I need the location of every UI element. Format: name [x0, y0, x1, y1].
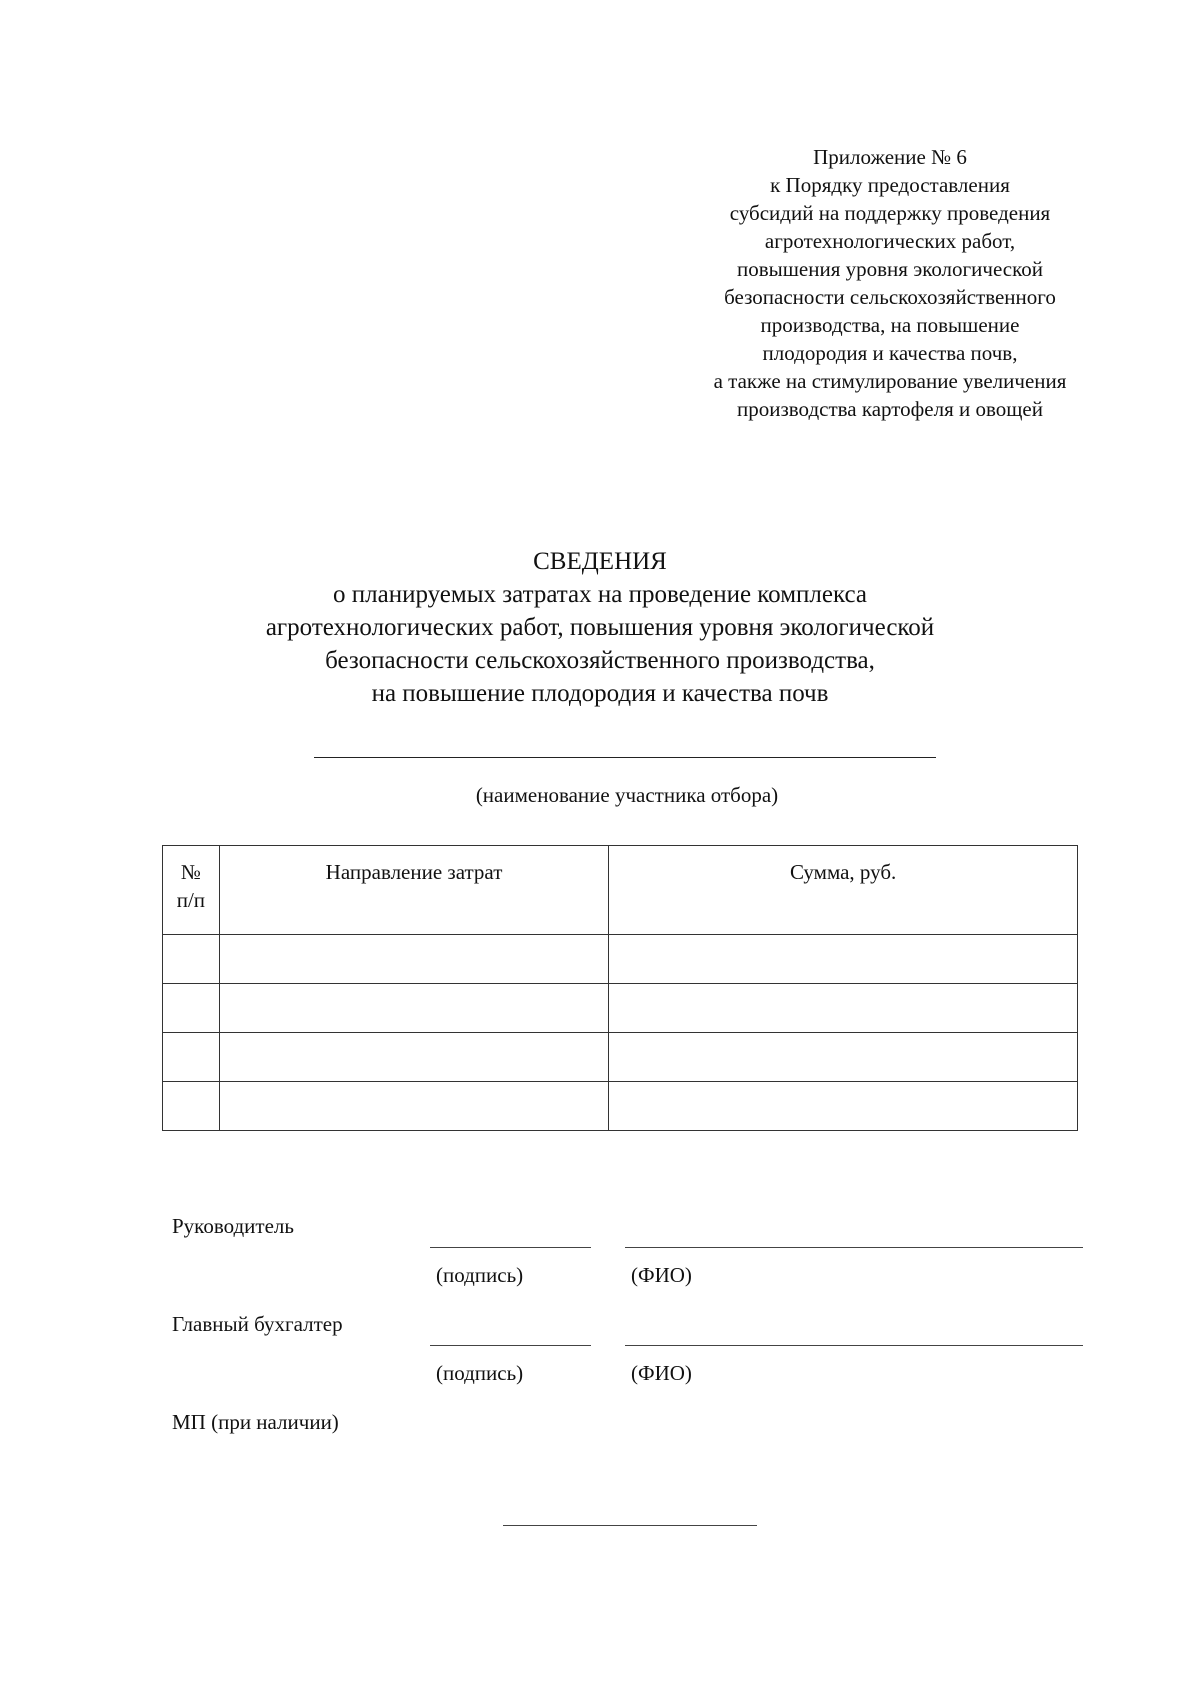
costs-table — [162, 845, 1078, 1131]
stamp-label: МП (при наличии) — [172, 1410, 339, 1434]
cell-direction[interactable] — [219, 984, 608, 1033]
cell-number[interactable] — [163, 1033, 220, 1082]
appendix-line: плодородия и качества почв, — [762, 341, 1018, 365]
table-row — [163, 1082, 1078, 1131]
table-header-row — [163, 846, 1078, 935]
cell-sum[interactable] — [609, 1082, 1078, 1131]
header-direction: Направление затрат — [219, 846, 608, 935]
appendix-line: производства картофеля и овощей — [737, 397, 1043, 421]
cell-direction[interactable] — [219, 1082, 608, 1131]
appendix-reference — [640, 143, 1140, 423]
cell-sum[interactable] — [609, 1033, 1078, 1082]
head-signature-caption: (подпись) — [436, 1263, 524, 1287]
appendix-line: а также на стимулирование увеличения — [713, 369, 1067, 393]
head-signature-field[interactable] — [430, 1247, 591, 1248]
accountant-label: Главный бухгалтер — [172, 1312, 343, 1336]
title-line: агротехнологических работ, повышения уровня экологической — [265, 614, 935, 641]
appendix-line: к Порядку предоставления — [770, 173, 1010, 197]
title-line: на повышение плодородия и качества почв — [371, 680, 829, 707]
head-label: Руководитель — [172, 1214, 294, 1238]
accountant-name-field[interactable] — [625, 1345, 1083, 1346]
cell-sum[interactable] — [609, 984, 1078, 1033]
table-row — [163, 1033, 1078, 1082]
accountant-signature-caption: (подпись) — [436, 1361, 524, 1385]
participant-name-caption: (наименование участника отбора) — [475, 783, 779, 807]
head-name-field[interactable] — [625, 1247, 1083, 1248]
cell-number[interactable] — [163, 935, 220, 984]
cell-sum[interactable] — [609, 935, 1078, 984]
participant-name-field[interactable] — [314, 757, 936, 758]
document-title — [0, 545, 1200, 710]
header-number — [163, 846, 220, 935]
header-sum: Сумма, руб. — [609, 846, 1078, 935]
title-heading: СВЕДЕНИЯ — [533, 548, 667, 575]
header-number-symbol: № — [180, 860, 201, 884]
appendix-line: Приложение № 6 — [813, 145, 967, 169]
cell-number[interactable] — [163, 1082, 220, 1131]
appendix-line: агротехнологических работ, — [764, 229, 1016, 253]
head-name-caption: (ФИО) — [631, 1263, 692, 1287]
title-line: о планируемых затратах на проведение комплекса — [333, 581, 867, 608]
appendix-line: производства, на повышение — [760, 313, 1020, 337]
appendix-line: субсидий на поддержку проведения — [729, 201, 1051, 225]
cell-direction[interactable] — [219, 935, 608, 984]
table-row — [163, 984, 1078, 1033]
closing-divider — [503, 1525, 757, 1526]
accountant-name-caption: (ФИО) — [631, 1361, 692, 1385]
table-row — [163, 935, 1078, 984]
header-number-pp: п/п — [176, 888, 206, 912]
cell-direction[interactable] — [219, 1033, 608, 1082]
accountant-signature-field[interactable] — [430, 1345, 591, 1346]
appendix-line: безопасности сельскохозяйственного — [724, 285, 1056, 309]
appendix-line: повышения уровня экологической — [736, 257, 1043, 281]
title-line: безопасности сельскохозяйственного производства, — [325, 647, 875, 674]
cell-number[interactable] — [163, 984, 220, 1033]
